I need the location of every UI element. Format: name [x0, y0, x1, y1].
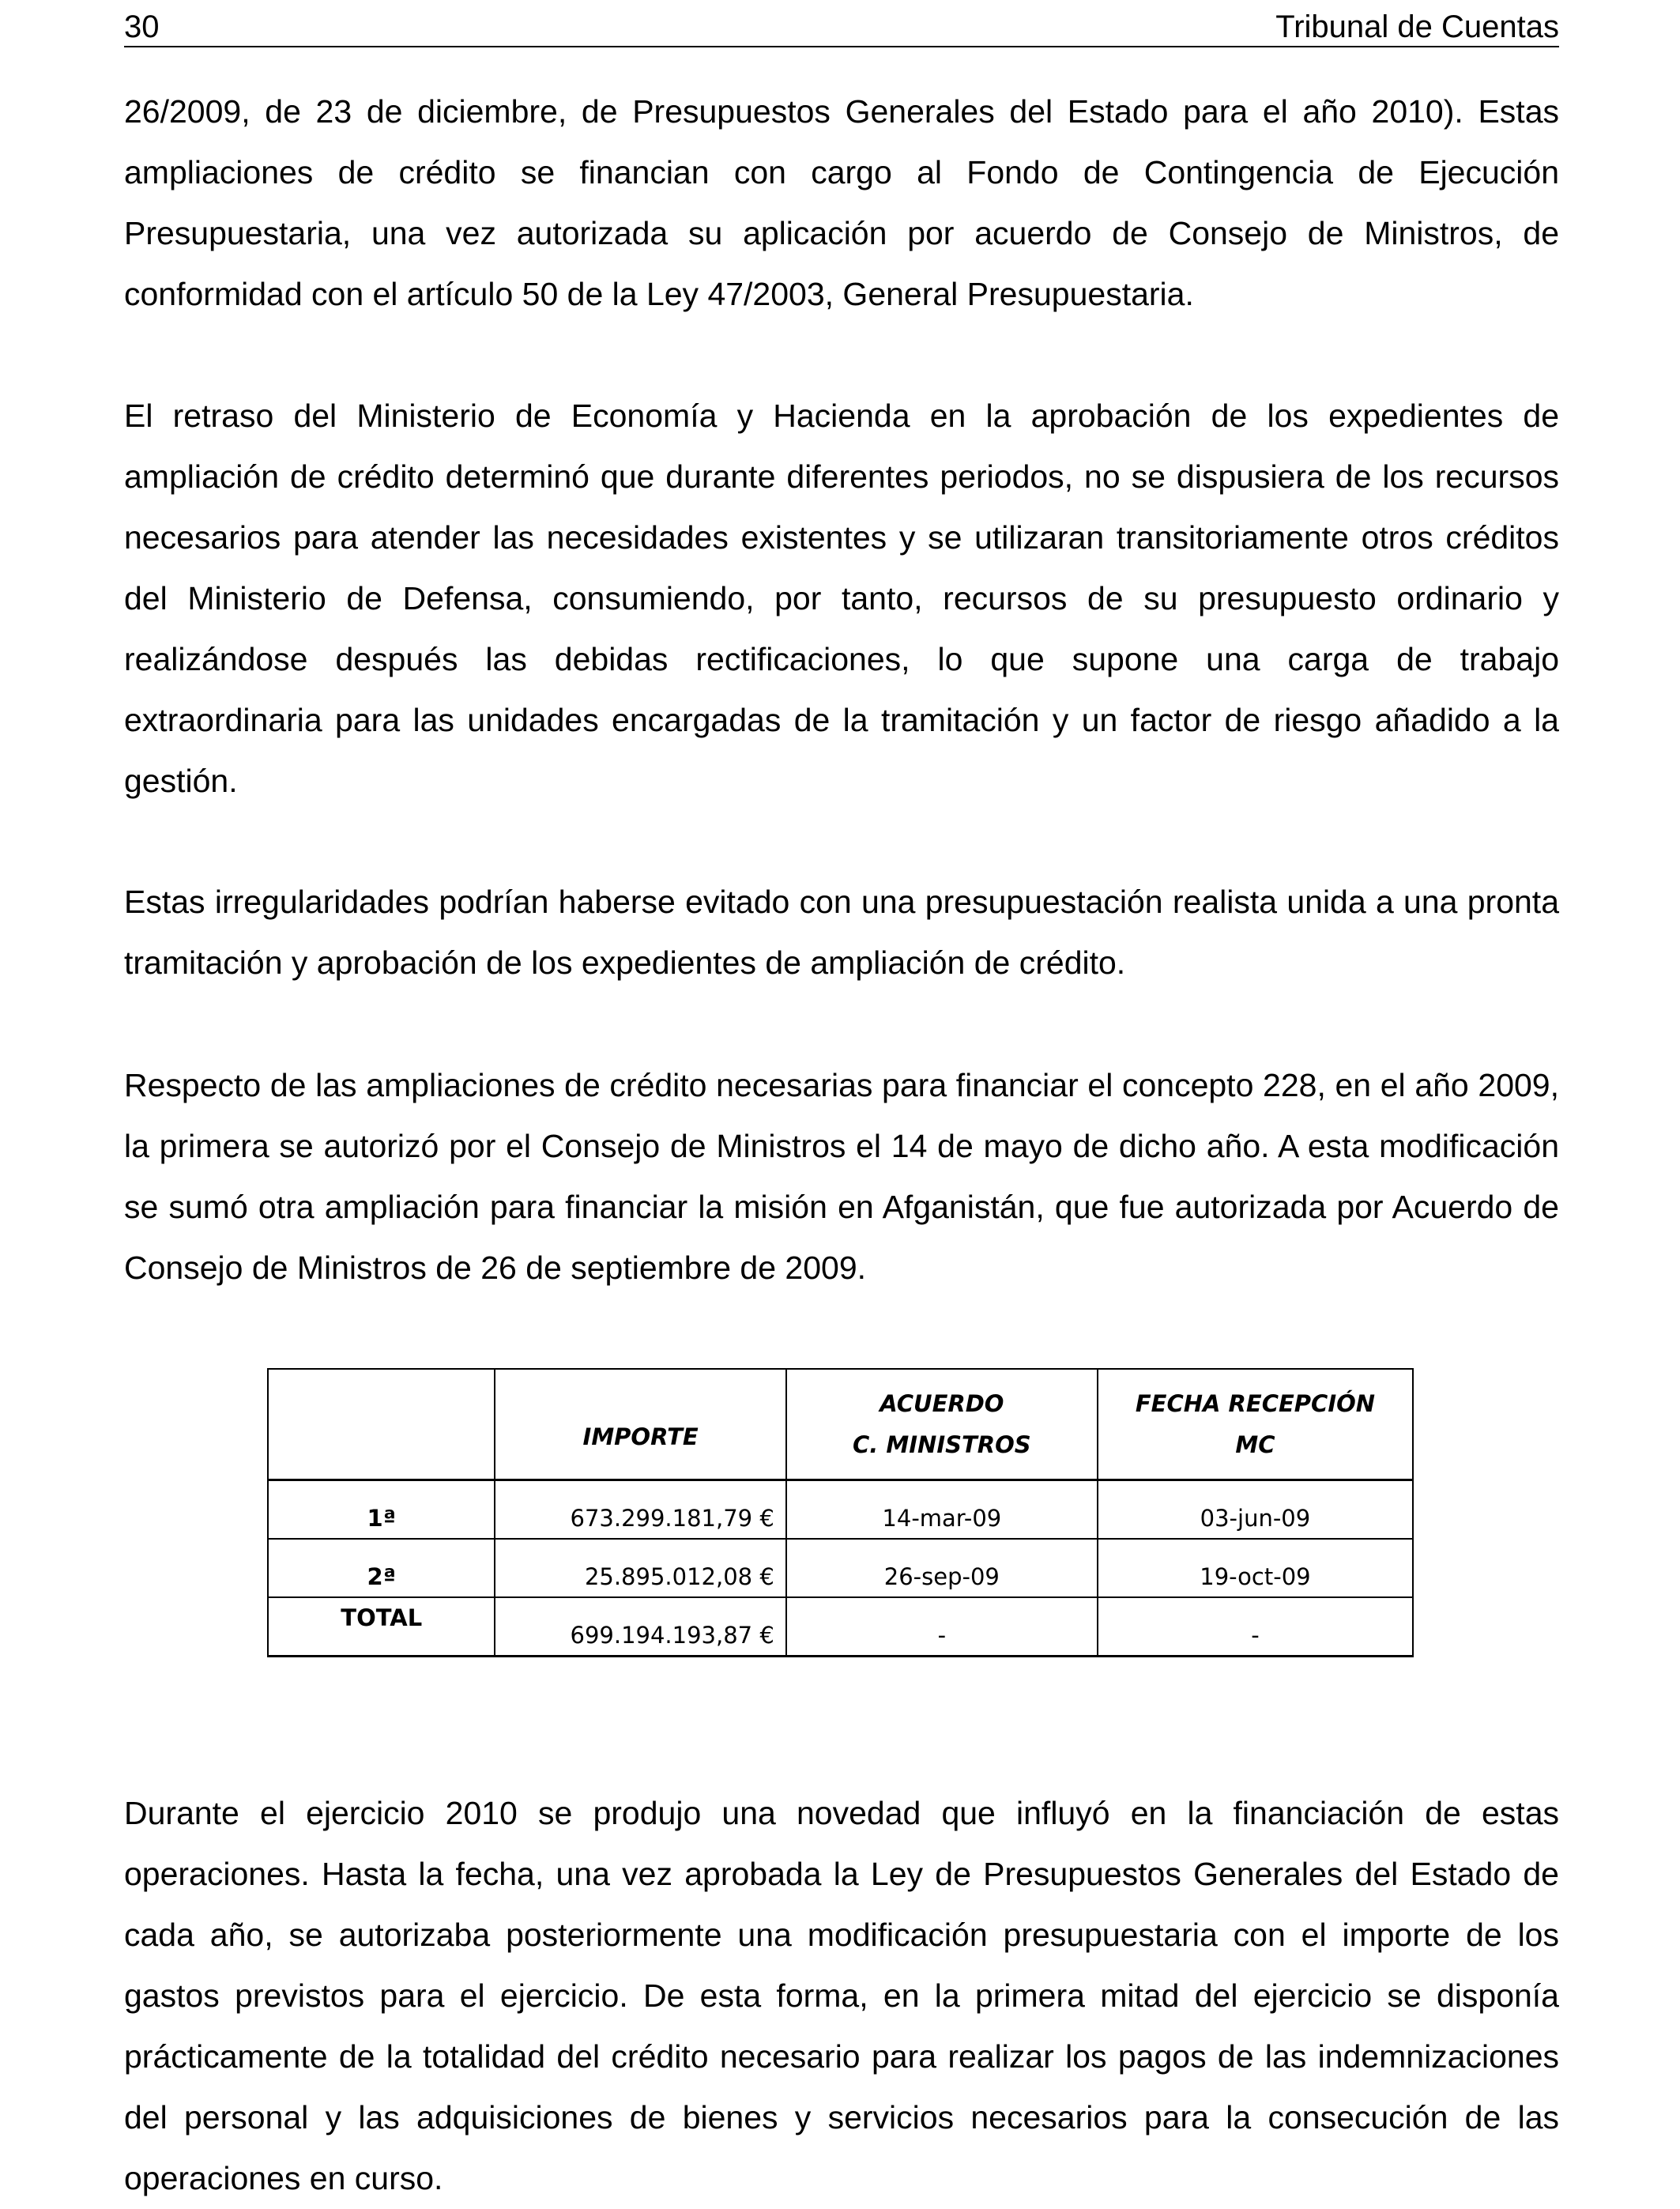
row-fecha: 19-oct-09 — [1098, 1539, 1413, 1597]
row-acuerdo: 14-mar-09 — [786, 1480, 1098, 1540]
credit-extensions-table — [267, 1368, 1414, 1657]
header-acuerdo-line1: ACUERDO — [880, 1390, 1004, 1417]
page-header — [124, 6, 1559, 47]
header-fecha-line1: FECHA RECEPCIÓN — [1135, 1390, 1376, 1417]
paragraph-5: Durante el ejercicio 2010 se produjo una novedad que influyó en la financiación de estas operaciones. Hasta la fecha, una vez aprobada la Ley de Presupuestos Generales del Estado de cada año, se autorizaba posteriormente una modificación presupuestaria con el importe de los gastos previstos para el ejercicio. De esta forma, en la primera mitad del ejercicio se disponía prácticamente de la totalidad del crédito necesario para realizar los pagos de las indemnizaciones del personal y las adquisiciones de bienes y servicios necesarios para la consecución de las operaciones en curso. — [124, 1795, 1559, 2196]
paragraph-2: El retraso del Ministerio de Economía y Hacienda en la aprobación de los expedientes de ampliación de crédito determinó que durante diferentes periodos, no se dispusiera de los recursos necesarios para atender las necesidades existentes y se utilizaran transitoriamente otros créditos del Ministerio de Defensa, consumiendo, por tanto, recursos de su presupuesto ordinario y realizándose después las debidas rectificaciones, lo que supone una carga de trabajo extraordinaria para las unidades encargadas de la tramitación y un factor de riesgo añadido a la gestión. — [124, 398, 1559, 799]
total-importe: 699.194.193,87 € — [495, 1597, 785, 1657]
row-fecha: 03-jun-09 — [1098, 1480, 1413, 1540]
paragraph-3: Estas irregularidades podrían haberse evitado con una presupuestación realista unida a una pronta tramitación y aprobación de los expedientes de ampliación de crédito. — [124, 884, 1559, 981]
table-header-row — [268, 1369, 1413, 1480]
row-label: 1ª — [268, 1480, 495, 1540]
row-importe: 673.299.181,79 € — [495, 1480, 785, 1540]
header-acuerdo — [786, 1369, 1098, 1480]
header-acuerdo-line2: C. MINISTROS — [853, 1431, 1031, 1458]
row-label: 2ª — [268, 1539, 495, 1597]
header-fecha — [1098, 1369, 1413, 1480]
row-acuerdo: 26-sep-09 — [786, 1539, 1098, 1597]
table-row — [268, 1480, 1413, 1540]
page-number: 30 — [124, 9, 160, 44]
total-fecha: - — [1098, 1597, 1413, 1657]
row-importe: 25.895.012,08 € — [495, 1539, 785, 1597]
header-empty-cell — [268, 1369, 495, 1480]
header-fecha-line2: MC — [1235, 1431, 1275, 1458]
header-importe — [495, 1369, 785, 1480]
paragraph-1: 26/2009, de 23 de diciembre, de Presupuestos Generales del Estado para el año 2010). Estas ampliaciones de crédito se financian con cargo al Fondo de Contingencia de Ejecución Presupuestaria, una vez autorizada su aplicación por acuerdo de Consejo de Ministros, de conformidad con el artículo 50 de la Ley 47/2003, General Presupuestaria. — [124, 93, 1559, 312]
total-acuerdo: - — [786, 1597, 1098, 1657]
table-total-row — [268, 1597, 1413, 1657]
header-importe-label: IMPORTE — [582, 1423, 699, 1450]
total-label: TOTAL — [268, 1597, 495, 1657]
running-title: Tribunal de Cuentas — [1275, 9, 1559, 44]
paragraph-4: Respecto de las ampliaciones de crédito necesarias para financiar el concepto 228, en el año 2009, la primera se autorizó por el Consejo de Ministros el 14 de mayo de dicho año. A esta modificación se sumó otra ampliación para financiar la misión en Afganistán, que fue autorizada por Acuerdo de Consejo de Ministros de 26 de septiembre de 2009. — [124, 1067, 1559, 1286]
table-row — [268, 1539, 1413, 1597]
